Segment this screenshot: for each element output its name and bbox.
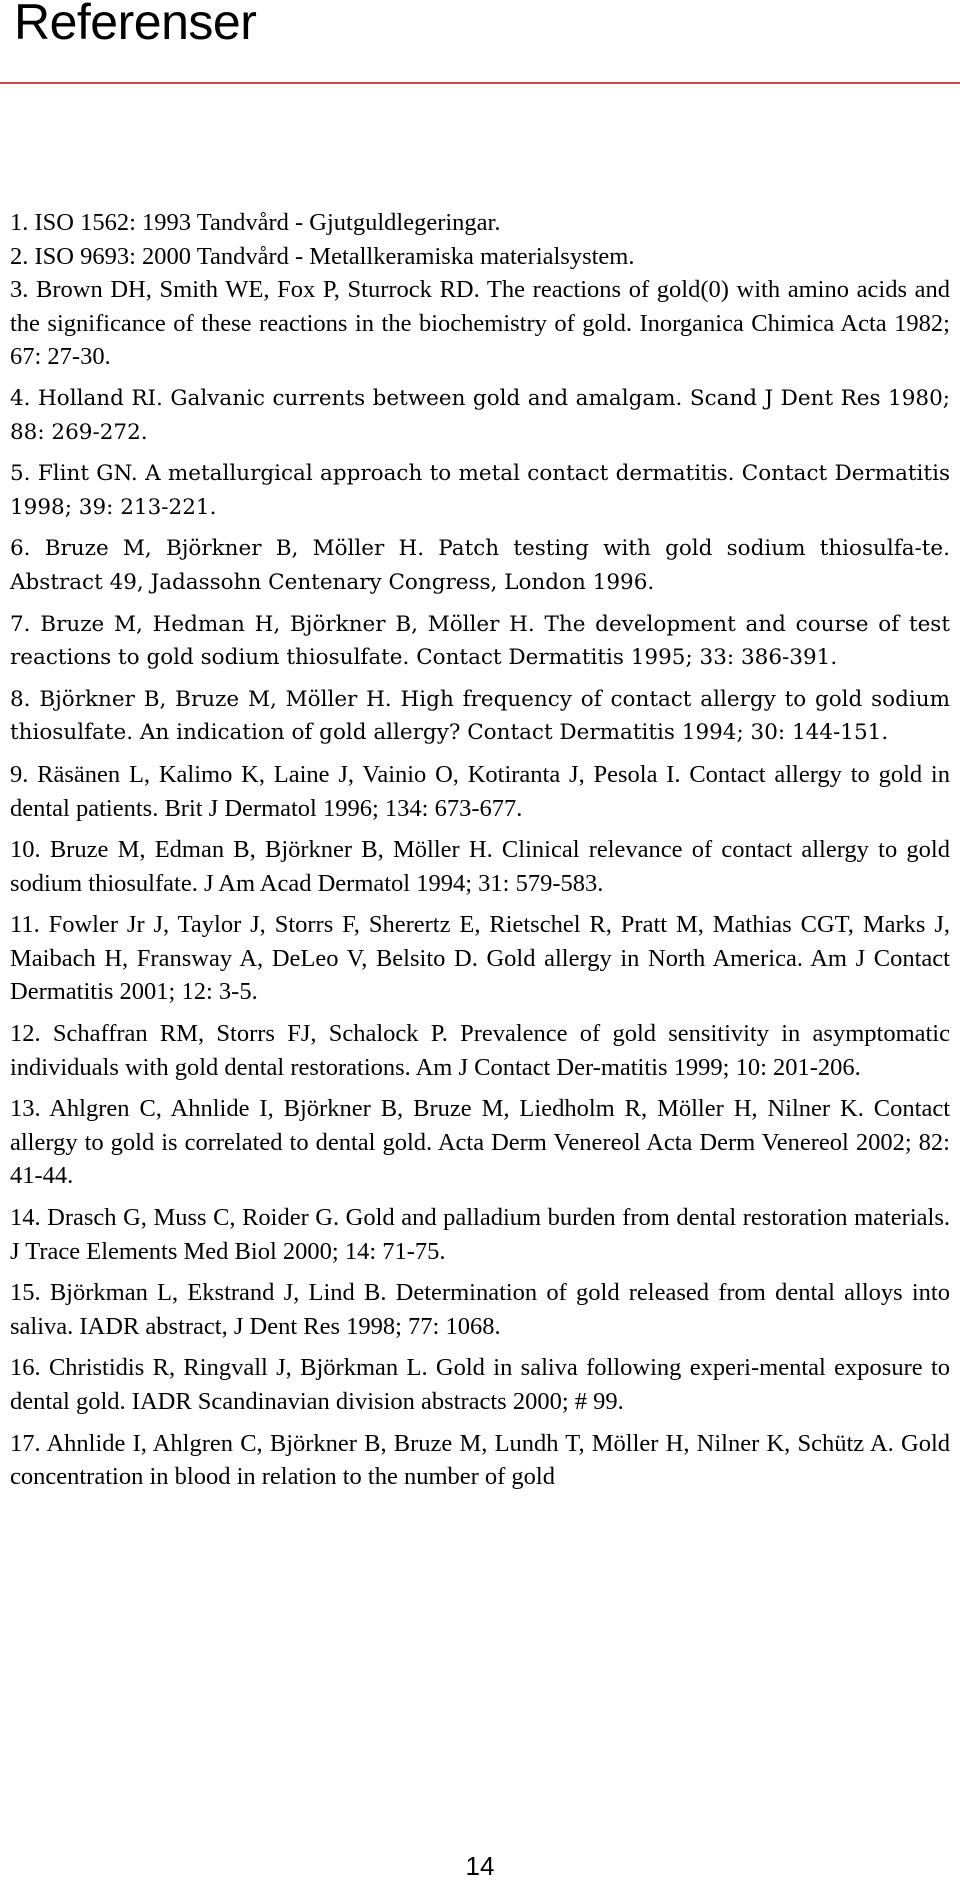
reference-item: 13. Ahlgren C, Ahnlide I, Björkner B, Bruze M, Liedholm R, Möller H, Nilner K. Contact allergy to gold is correlated to dental gold. Acta Derm Venereol Acta Derm Venereol 2002; 82: 41-44. xyxy=(10,1095,950,1190)
reference-item: 16. Christidis R, Ringvall J, Björkman L. Gold in saliva following experi-mental exposure to dental gold. IADR Scandinavian division abstracts 2000; # 99. xyxy=(10,1354,950,1415)
reference-item: 4. Holland RI. Galvanic currents between gold and amalgam. Scand J Dent Res 1980; 88: 269-272. xyxy=(10,385,950,445)
reference-item: 12. Schaffran RM, Storrs FJ, Schalock P. Prevalence of gold sensitivity in asymptomatic individuals with gold dental restorations. Am J Contact Der-matitis 1999; 10: 201-206. xyxy=(10,1020,950,1081)
reference-item: 6. Bruze M, Björkner B, Möller H. Patch testing with gold sodium thiosulfa-te. Abstract 49, Jadassohn Centenary Congress, London 1996. xyxy=(10,536,950,595)
reference-item: 1. ISO 1562: 1993 Tandvård - Gjutguldlegeringar. xyxy=(10,209,501,236)
reference-item: 11. Fowler Jr J, Taylor J, Storrs F, Sherertz E, Rietschel R, Pratt M, Mathias CGT, Marks J, Maibach H, Fransway A, DeLeo V, Belsito D. Gold allergy in North America. Am J Contact Dermatitis 2001; 12: 3-5. xyxy=(10,911,950,1006)
reference-item: 2. ISO 9693: 2000 Tandvård - Metallkeramiska materialsystem. xyxy=(10,242,635,270)
title-divider xyxy=(0,82,960,84)
reference-item: 3. Brown DH, Smith WE, Fox P, Sturrock RD. The reactions of gold(0) with amino acids and the significance of these reactions in the biochemistry of gold. Inorganica Chimica Acta 1982; 67: 27-30. xyxy=(10,276,950,371)
reference-item: 8. Björkner B, Bruze M, Möller H. High frequency of contact allergy to gold sodium thiosulfate. An indication of gold allergy? Contact Dermatitis 1994; 30: 144-151. xyxy=(10,686,950,746)
page-number: 14 xyxy=(465,1851,495,1881)
reference-item: 9. Räsänen L, Kalimo K, Laine J, Vainio O, Kotiranta J, Pesola I. Contact allergy to gold in dental patients. Brit J Dermatol 1996; 134: 673-677. xyxy=(10,760,950,822)
reference-item: 14. Drasch G, Muss C, Roider G. Gold and palladium burden from dental restoration materials. J Trace Elements Med Biol 2000; 14: 71-75. xyxy=(10,1204,950,1265)
page-title: Referenser xyxy=(14,0,257,50)
reference-item: 5. Flint GN. A metallurgical approach to metal contact dermatitis. Contact Dermatitis 1998; 39: 213-221. xyxy=(10,461,950,520)
reference-item: 10. Bruze M, Edman B, Björkner B, Möller H. Clinical relevance of contact allergy to gold sodium thiosulfate. J Am Acad Dermatol 1994; 31: 579-583. xyxy=(10,836,950,897)
reference-item: 7. Bruze M, Hedman H, Björkner B, Möller H. The development and course of test reactions to gold sodium thiosulfate. Contact Dermatitis 1995; 33: 386-391. xyxy=(10,611,950,671)
reference-item: 17. Ahnlide I, Ahlgren C, Björkner B, Bruze M, Lundh T, Möller H, Nilner K, Schütz A. Gold concentration in blood in relation to the number of gold xyxy=(10,1429,950,1491)
reference-list xyxy=(10,206,950,1502)
reference-item: 15. Björkman L, Ekstrand J, Lind B. Determination of gold released from dental alloys into saliva. IADR abstract, J Dent Res 1998; 77: 1068. xyxy=(10,1279,950,1340)
